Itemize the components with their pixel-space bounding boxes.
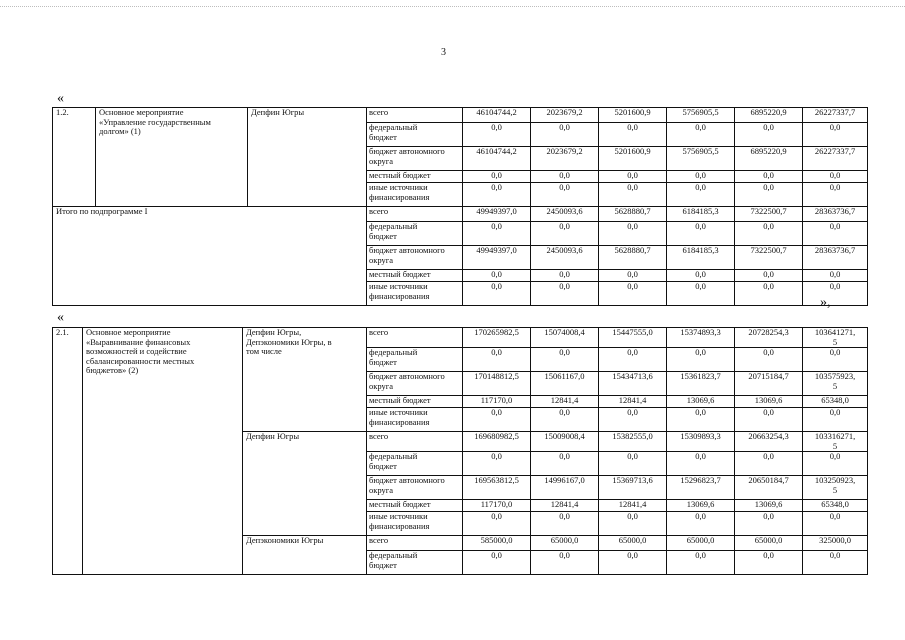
value-cell: 0,0 (667, 282, 735, 306)
executor-cell: Депэкономики Югры (243, 536, 367, 575)
value-cell: 13069,6 (667, 500, 735, 512)
value-cell: 0,0 (599, 222, 667, 246)
value-cell: 0,0 (735, 452, 803, 476)
value-cell: 0,0 (531, 282, 599, 306)
value-cell: 15061167,0 (531, 372, 599, 396)
value-cell: 0,0 (667, 171, 735, 183)
source-cell: местный бюджет (367, 500, 463, 512)
value-cell: 46104744,2 (463, 147, 531, 171)
value-cell: 0,0 (803, 183, 868, 207)
value-cell: 0,0 (735, 551, 803, 575)
value-cell: 26227337,7 (803, 108, 868, 123)
value-cell: 2023679,2 (531, 147, 599, 171)
value-cell: 0,0 (599, 551, 667, 575)
value-cell: 65000,0 (735, 536, 803, 551)
value-cell: 170265982,5 (463, 328, 531, 348)
value-cell: 103316271, 5 (803, 432, 868, 452)
value-cell: 15309893,3 (667, 432, 735, 452)
value-cell: 6895220,9 (735, 147, 803, 171)
value-cell: 65000,0 (667, 536, 735, 551)
source-cell: федеральный бюджет (367, 348, 463, 372)
value-cell: 6184185,3 (667, 207, 735, 222)
value-cell: 15074008,4 (531, 328, 599, 348)
value-cell: 49949397,0 (463, 207, 531, 222)
table-row (53, 108, 868, 123)
value-cell: 0,0 (667, 408, 735, 432)
value-cell: 0,0 (803, 123, 868, 147)
subtotal-label-cell: Итого по подпрограмме I (53, 207, 367, 306)
value-cell: 0,0 (463, 452, 531, 476)
value-cell: 0,0 (803, 551, 868, 575)
source-cell: бюджет автономного округа (367, 372, 463, 396)
value-cell: 0,0 (463, 408, 531, 432)
value-cell: 117170,0 (463, 396, 531, 408)
value-cell: 103575923, 5 (803, 372, 868, 396)
source-cell: всего (367, 328, 463, 348)
value-cell: 0,0 (735, 171, 803, 183)
value-cell: 13069,6 (735, 500, 803, 512)
value-cell: 0,0 (599, 512, 667, 536)
value-cell: 0,0 (531, 123, 599, 147)
value-cell: 0,0 (531, 270, 599, 282)
value-cell: 0,0 (463, 348, 531, 372)
value-cell: 0,0 (531, 452, 599, 476)
value-cell: 15447555,0 (599, 328, 667, 348)
value-cell: 65348,0 (803, 500, 868, 512)
value-cell: 20715184,7 (735, 372, 803, 396)
value-cell: 117170,0 (463, 500, 531, 512)
source-cell: федеральный бюджет (367, 452, 463, 476)
source-cell: бюджет автономного округа (367, 147, 463, 171)
value-cell: 20728254,3 (735, 328, 803, 348)
value-cell: 0,0 (463, 282, 531, 306)
value-cell: 2450093,6 (531, 207, 599, 222)
page-number: 3 (441, 47, 446, 58)
value-cell: 6184185,3 (667, 246, 735, 270)
value-cell: 0,0 (803, 512, 868, 536)
source-cell: всего (367, 207, 463, 222)
value-cell: 585000,0 (463, 536, 531, 551)
executor-cell: Депфин Югры (243, 432, 367, 536)
value-cell: 14996167,0 (531, 476, 599, 500)
item-number-cell: 2.1. (53, 328, 83, 575)
value-cell: 0,0 (667, 512, 735, 536)
closing-quote: », (820, 295, 831, 310)
source-cell: всего (367, 108, 463, 123)
value-cell: 5201600,9 (599, 108, 667, 123)
value-cell: 20650184,7 (735, 476, 803, 500)
value-cell: 0,0 (735, 408, 803, 432)
value-cell: 12841,4 (531, 500, 599, 512)
value-cell: 65000,0 (599, 536, 667, 551)
source-cell: федеральный бюджет (367, 123, 463, 147)
value-cell: 15369713,6 (599, 476, 667, 500)
source-cell: местный бюджет (367, 171, 463, 183)
value-cell: 26227337,7 (803, 147, 868, 171)
value-cell: 0,0 (803, 222, 868, 246)
value-cell: 0,0 (599, 282, 667, 306)
value-cell: 13069,6 (667, 396, 735, 408)
source-cell: иные источники финансирования (367, 408, 463, 432)
value-cell: 0,0 (735, 348, 803, 372)
value-cell: 12841,4 (599, 500, 667, 512)
value-cell: 15296823,7 (667, 476, 735, 500)
executor-cell: Депфин Югры, Депэкономики Югры, в том числе (243, 328, 367, 432)
value-cell: 0,0 (463, 222, 531, 246)
value-cell: 0,0 (667, 270, 735, 282)
value-cell: 0,0 (599, 452, 667, 476)
value-cell: 0,0 (599, 408, 667, 432)
value-cell: 28363736,7 (803, 207, 868, 222)
value-cell: 103250923, 5 (803, 476, 868, 500)
value-cell: 0,0 (599, 183, 667, 207)
value-cell: 0,0 (803, 171, 868, 183)
value-cell: 0,0 (803, 408, 868, 432)
value-cell: 0,0 (599, 171, 667, 183)
value-cell: 0,0 (531, 512, 599, 536)
value-cell: 103641271, 5 (803, 328, 868, 348)
value-cell: 15382555,0 (599, 432, 667, 452)
value-cell: 0,0 (463, 512, 531, 536)
value-cell: 49949397,0 (463, 246, 531, 270)
value-cell: 0,0 (463, 123, 531, 147)
value-cell: 2023679,2 (531, 108, 599, 123)
value-cell: 15361823,7 (667, 372, 735, 396)
value-cell: 0,0 (667, 222, 735, 246)
value-cell: 13069,6 (735, 396, 803, 408)
value-cell: 0,0 (599, 270, 667, 282)
value-cell: 0,0 (667, 452, 735, 476)
source-cell: бюджет автономного округа (367, 246, 463, 270)
activity-name-cell: Основное мероприятие «Выравнивание финансовых возможностей и содействие сбалансированности местных бюджетов» (2) (83, 328, 243, 575)
value-cell: 0,0 (667, 123, 735, 147)
source-cell: местный бюджет (367, 396, 463, 408)
funding-table-2 (52, 327, 868, 575)
opening-quote-2: « (57, 310, 64, 325)
opening-quote-1: « (57, 91, 64, 106)
source-cell: всего (367, 432, 463, 452)
value-cell: 0,0 (463, 551, 531, 575)
value-cell: 0,0 (531, 551, 599, 575)
value-cell: 7322500,7 (735, 207, 803, 222)
value-cell: 6895220,9 (735, 108, 803, 123)
executor-cell: Депфин Югры (248, 108, 367, 207)
value-cell: 12841,4 (599, 396, 667, 408)
value-cell: 15434713,6 (599, 372, 667, 396)
value-cell: 12841,4 (531, 396, 599, 408)
value-cell: 65348,0 (803, 396, 868, 408)
activity-name-cell: Основное мероприятие «Управление государственным долгом» (1) (96, 108, 248, 207)
value-cell: 0,0 (803, 348, 868, 372)
value-cell: 0,0 (803, 452, 868, 476)
value-cell: 0,0 (531, 222, 599, 246)
value-cell: 0,0 (803, 282, 868, 306)
value-cell: 0,0 (531, 183, 599, 207)
value-cell: 170148812,5 (463, 372, 531, 396)
value-cell: 20663254,3 (735, 432, 803, 452)
value-cell: 5628880,7 (599, 207, 667, 222)
value-cell: 5201600,9 (599, 147, 667, 171)
value-cell: 325000,0 (803, 536, 868, 551)
value-cell: 65000,0 (531, 536, 599, 551)
value-cell: 2450093,6 (531, 246, 599, 270)
source-cell: бюджет автономного округа (367, 476, 463, 500)
source-cell: иные источники финансирования (367, 183, 463, 207)
funding-table-1 (52, 107, 868, 306)
value-cell: 0,0 (531, 408, 599, 432)
value-cell: 0,0 (599, 348, 667, 372)
source-cell: федеральный бюджет (367, 222, 463, 246)
value-cell: 0,0 (667, 348, 735, 372)
source-cell: иные источники финансирования (367, 512, 463, 536)
value-cell: 0,0 (667, 183, 735, 207)
value-cell: 169563812,5 (463, 476, 531, 500)
value-cell: 0,0 (667, 551, 735, 575)
value-cell: 0,0 (463, 183, 531, 207)
item-number-cell: 1.2. (53, 108, 96, 207)
source-cell: местный бюджет (367, 270, 463, 282)
scan-edge-line (0, 6, 905, 7)
value-cell: 169680982,5 (463, 432, 531, 452)
value-cell: 5756905,5 (667, 147, 735, 171)
value-cell: 5628880,7 (599, 246, 667, 270)
value-cell: 7322500,7 (735, 246, 803, 270)
value-cell: 0,0 (531, 171, 599, 183)
value-cell: 0,0 (735, 222, 803, 246)
value-cell: 0,0 (599, 123, 667, 147)
value-cell: 0,0 (735, 282, 803, 306)
source-cell: иные источники финансирования (367, 282, 463, 306)
value-cell: 46104744,2 (463, 108, 531, 123)
value-cell: 5756905,5 (667, 108, 735, 123)
value-cell: 0,0 (803, 270, 868, 282)
value-cell: 0,0 (463, 270, 531, 282)
table-row (53, 207, 868, 222)
value-cell: 0,0 (463, 171, 531, 183)
source-cell: всего (367, 536, 463, 551)
value-cell: 0,0 (735, 123, 803, 147)
value-cell: 0,0 (735, 270, 803, 282)
source-cell: федеральный бюджет (367, 551, 463, 575)
value-cell: 0,0 (735, 512, 803, 536)
value-cell: 0,0 (531, 348, 599, 372)
value-cell: 15009008,4 (531, 432, 599, 452)
table-row (53, 328, 868, 348)
value-cell: 15374893,3 (667, 328, 735, 348)
value-cell: 28363736,7 (803, 246, 868, 270)
value-cell: 0,0 (735, 183, 803, 207)
